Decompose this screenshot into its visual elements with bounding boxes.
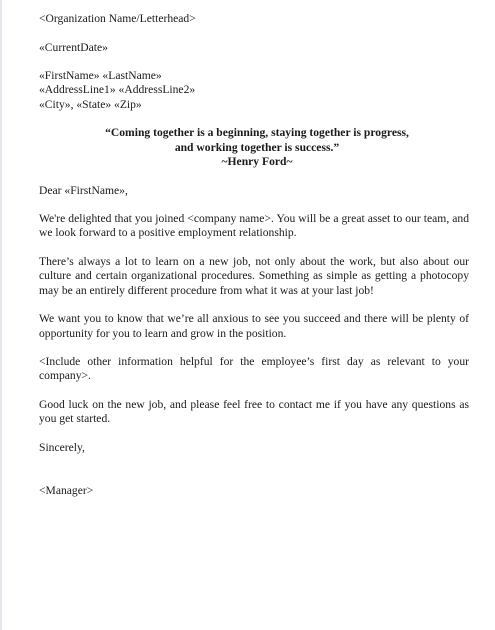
recipient-address-line: «AddressLine1» «AddressLine2» (39, 83, 196, 97)
current-date: «CurrentDate» (39, 40, 108, 54)
paragraph-success: We want you to know that we’re all anxious to see you succeed and there will be plenty of opportunity for you to learn and grow in the position. (39, 312, 469, 340)
recipient-name-line: «FirstName» «LastName» (39, 69, 162, 83)
closing: Sincerely, (39, 440, 85, 454)
salutation: Dear «FirstName», (39, 183, 128, 197)
page-edge-divider (0, 0, 2, 630)
quote-line-2: and working together is success.” (174, 140, 340, 154)
recipient-address (39, 69, 469, 112)
letterhead-placeholder: <Organization Name/Letterhead> (39, 12, 196, 25)
paragraph-welcome: We're delighted that you joined <company name>. You will be a great asset to our team, and we look forward to a positive employment relationship. (39, 212, 469, 240)
paragraph-good-luck: Good luck on the new job, and please feel free to contact me if you have any questions as you get started. (39, 398, 469, 426)
signature-placeholder: <Manager> (39, 483, 94, 497)
henry-ford-quote (39, 126, 469, 169)
recipient-city-line: «City», «State» «Zip» (39, 97, 142, 111)
quote-line-1: “Coming together is a beginning, staying together is progress, (105, 126, 409, 140)
paragraph-first-day-info: <Include other information helpful for the employee’s first day as relevant to your company>. (39, 355, 469, 383)
paragraph-learning: There’s always a lot to learn on a new job, not only about the work, but also about our culture and certain organizational procedures. Something as simple as getting a photocopy may be an entirely different procedure from what it was at your last job! (39, 255, 469, 297)
quote-author: ~Henry Ford~ (221, 154, 293, 168)
letter-body (39, 10, 469, 498)
